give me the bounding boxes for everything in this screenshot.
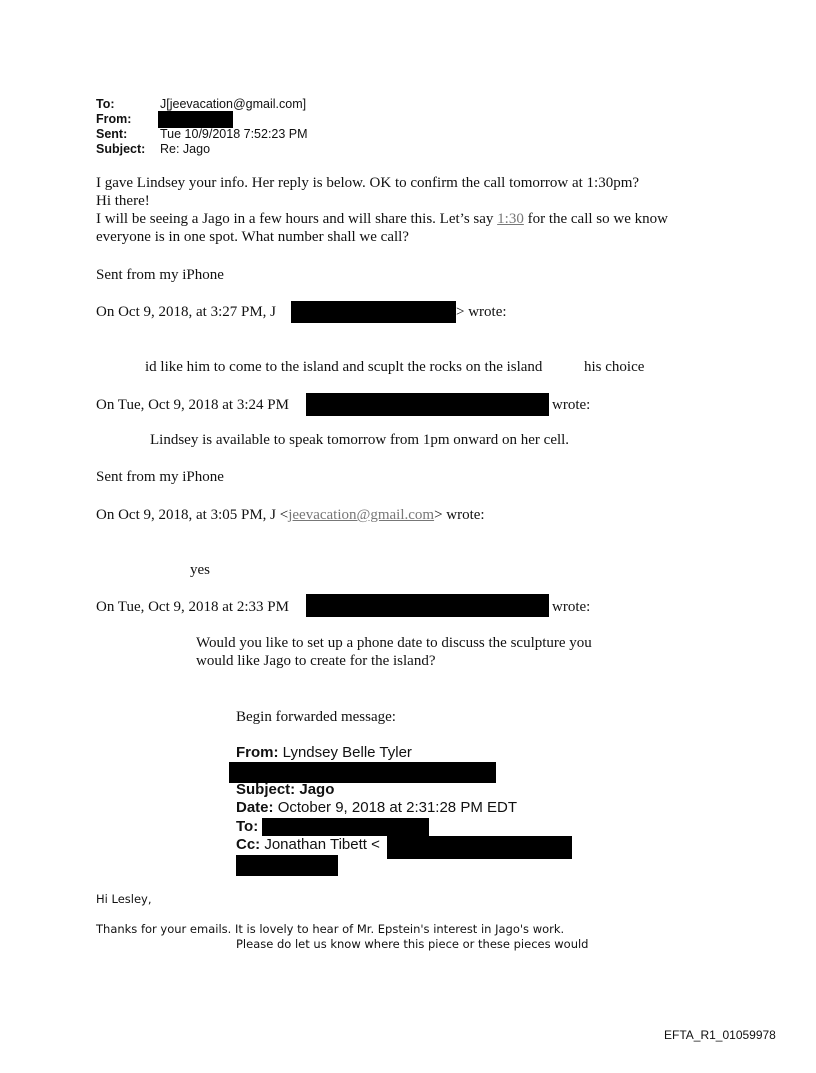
redaction-bar bbox=[158, 111, 233, 128]
quote-header: On Tue, Oct 9, 2018 at 3:24 PM bbox=[96, 397, 289, 413]
email-link[interactable]: jeevacation@gmail.com bbox=[288, 507, 435, 523]
redaction-bar bbox=[262, 818, 429, 836]
quote-header: On Oct 9, 2018, at 3:27 PM, J bbox=[96, 304, 276, 320]
body-line: everyone is in one spot. What number shall we call? bbox=[96, 229, 409, 245]
forward-date: Date: October 9, 2018 at 2:31:28 PM EDT bbox=[236, 799, 517, 816]
signature: Sent from my iPhone bbox=[96, 267, 224, 283]
letter-greeting: Hi Lesley, bbox=[96, 892, 152, 906]
letter-line: Thanks for your emails. It is lovely to hear of Mr. Epstein's interest in Jago's work. bbox=[96, 922, 565, 936]
body-line: Hi there! bbox=[96, 193, 150, 209]
body-line: I gave Lindsey your info. Her reply is below. OK to confirm the call tomorrow at 1:30pm? bbox=[96, 175, 640, 191]
forward-cc: Cc: Jonathan Tibett < bbox=[236, 836, 380, 853]
message-text: id like him to come to the island and scuplt the rocks on the island bbox=[145, 359, 543, 375]
redaction-bar bbox=[306, 594, 549, 617]
message-text: Lindsey is available to speak tomorrow from 1pm onward on her cell. bbox=[150, 432, 570, 448]
forward-from: From: Lyndsey Belle Tyler bbox=[236, 744, 412, 761]
quote-header: On Oct 9, 2018, at 3:05 PM, J <jeevacation@gmail.com> wrote: bbox=[96, 507, 485, 523]
document-id: EFTA_R1_01059978 bbox=[664, 1028, 776, 1042]
forward-to: To: bbox=[236, 818, 259, 835]
redaction-bar bbox=[236, 855, 338, 876]
redaction-bar bbox=[387, 836, 572, 859]
message-text: Would you like to set up a phone date to discuss the sculpture you bbox=[196, 635, 592, 651]
time-link[interactable]: 1:30 bbox=[497, 211, 524, 227]
header-sent-label: Sent: bbox=[96, 127, 128, 141]
forward-intro: Begin forwarded message: bbox=[236, 709, 396, 725]
signature: Sent from my iPhone bbox=[96, 469, 224, 485]
redaction-bar bbox=[306, 393, 549, 416]
quote-header-suffix: > wrote: bbox=[456, 304, 507, 320]
quote-header-suffix: wrote: bbox=[552, 397, 591, 413]
header-subject-value: Re: Jago bbox=[160, 142, 211, 156]
body-line: I will be seeing a Jago in a few hours and will share this. Let’s say 1:30 for the call so we know bbox=[96, 211, 668, 227]
message-text: his choice bbox=[584, 359, 645, 375]
quote-header-suffix: wrote: bbox=[552, 599, 591, 615]
header-sent-value: Tue 10/9/2018 7:52:23 PM bbox=[160, 127, 308, 141]
letter-line: Please do let us know where this piece or these pieces would bbox=[236, 937, 589, 951]
header-to-label: To: bbox=[96, 97, 115, 111]
message-text: would like Jago to create for the island? bbox=[196, 653, 436, 669]
redaction-bar bbox=[291, 301, 456, 323]
header-subject-label: Subject: bbox=[96, 142, 146, 156]
quote-header: On Tue, Oct 9, 2018 at 2:33 PM bbox=[96, 599, 289, 615]
forward-subject: Subject: Jago bbox=[236, 781, 335, 798]
message-text: yes bbox=[190, 562, 210, 578]
redaction-bar bbox=[229, 762, 496, 783]
header-to-value: J[jeevacation@gmail.com] bbox=[160, 97, 307, 111]
header-from-label: From: bbox=[96, 112, 132, 126]
